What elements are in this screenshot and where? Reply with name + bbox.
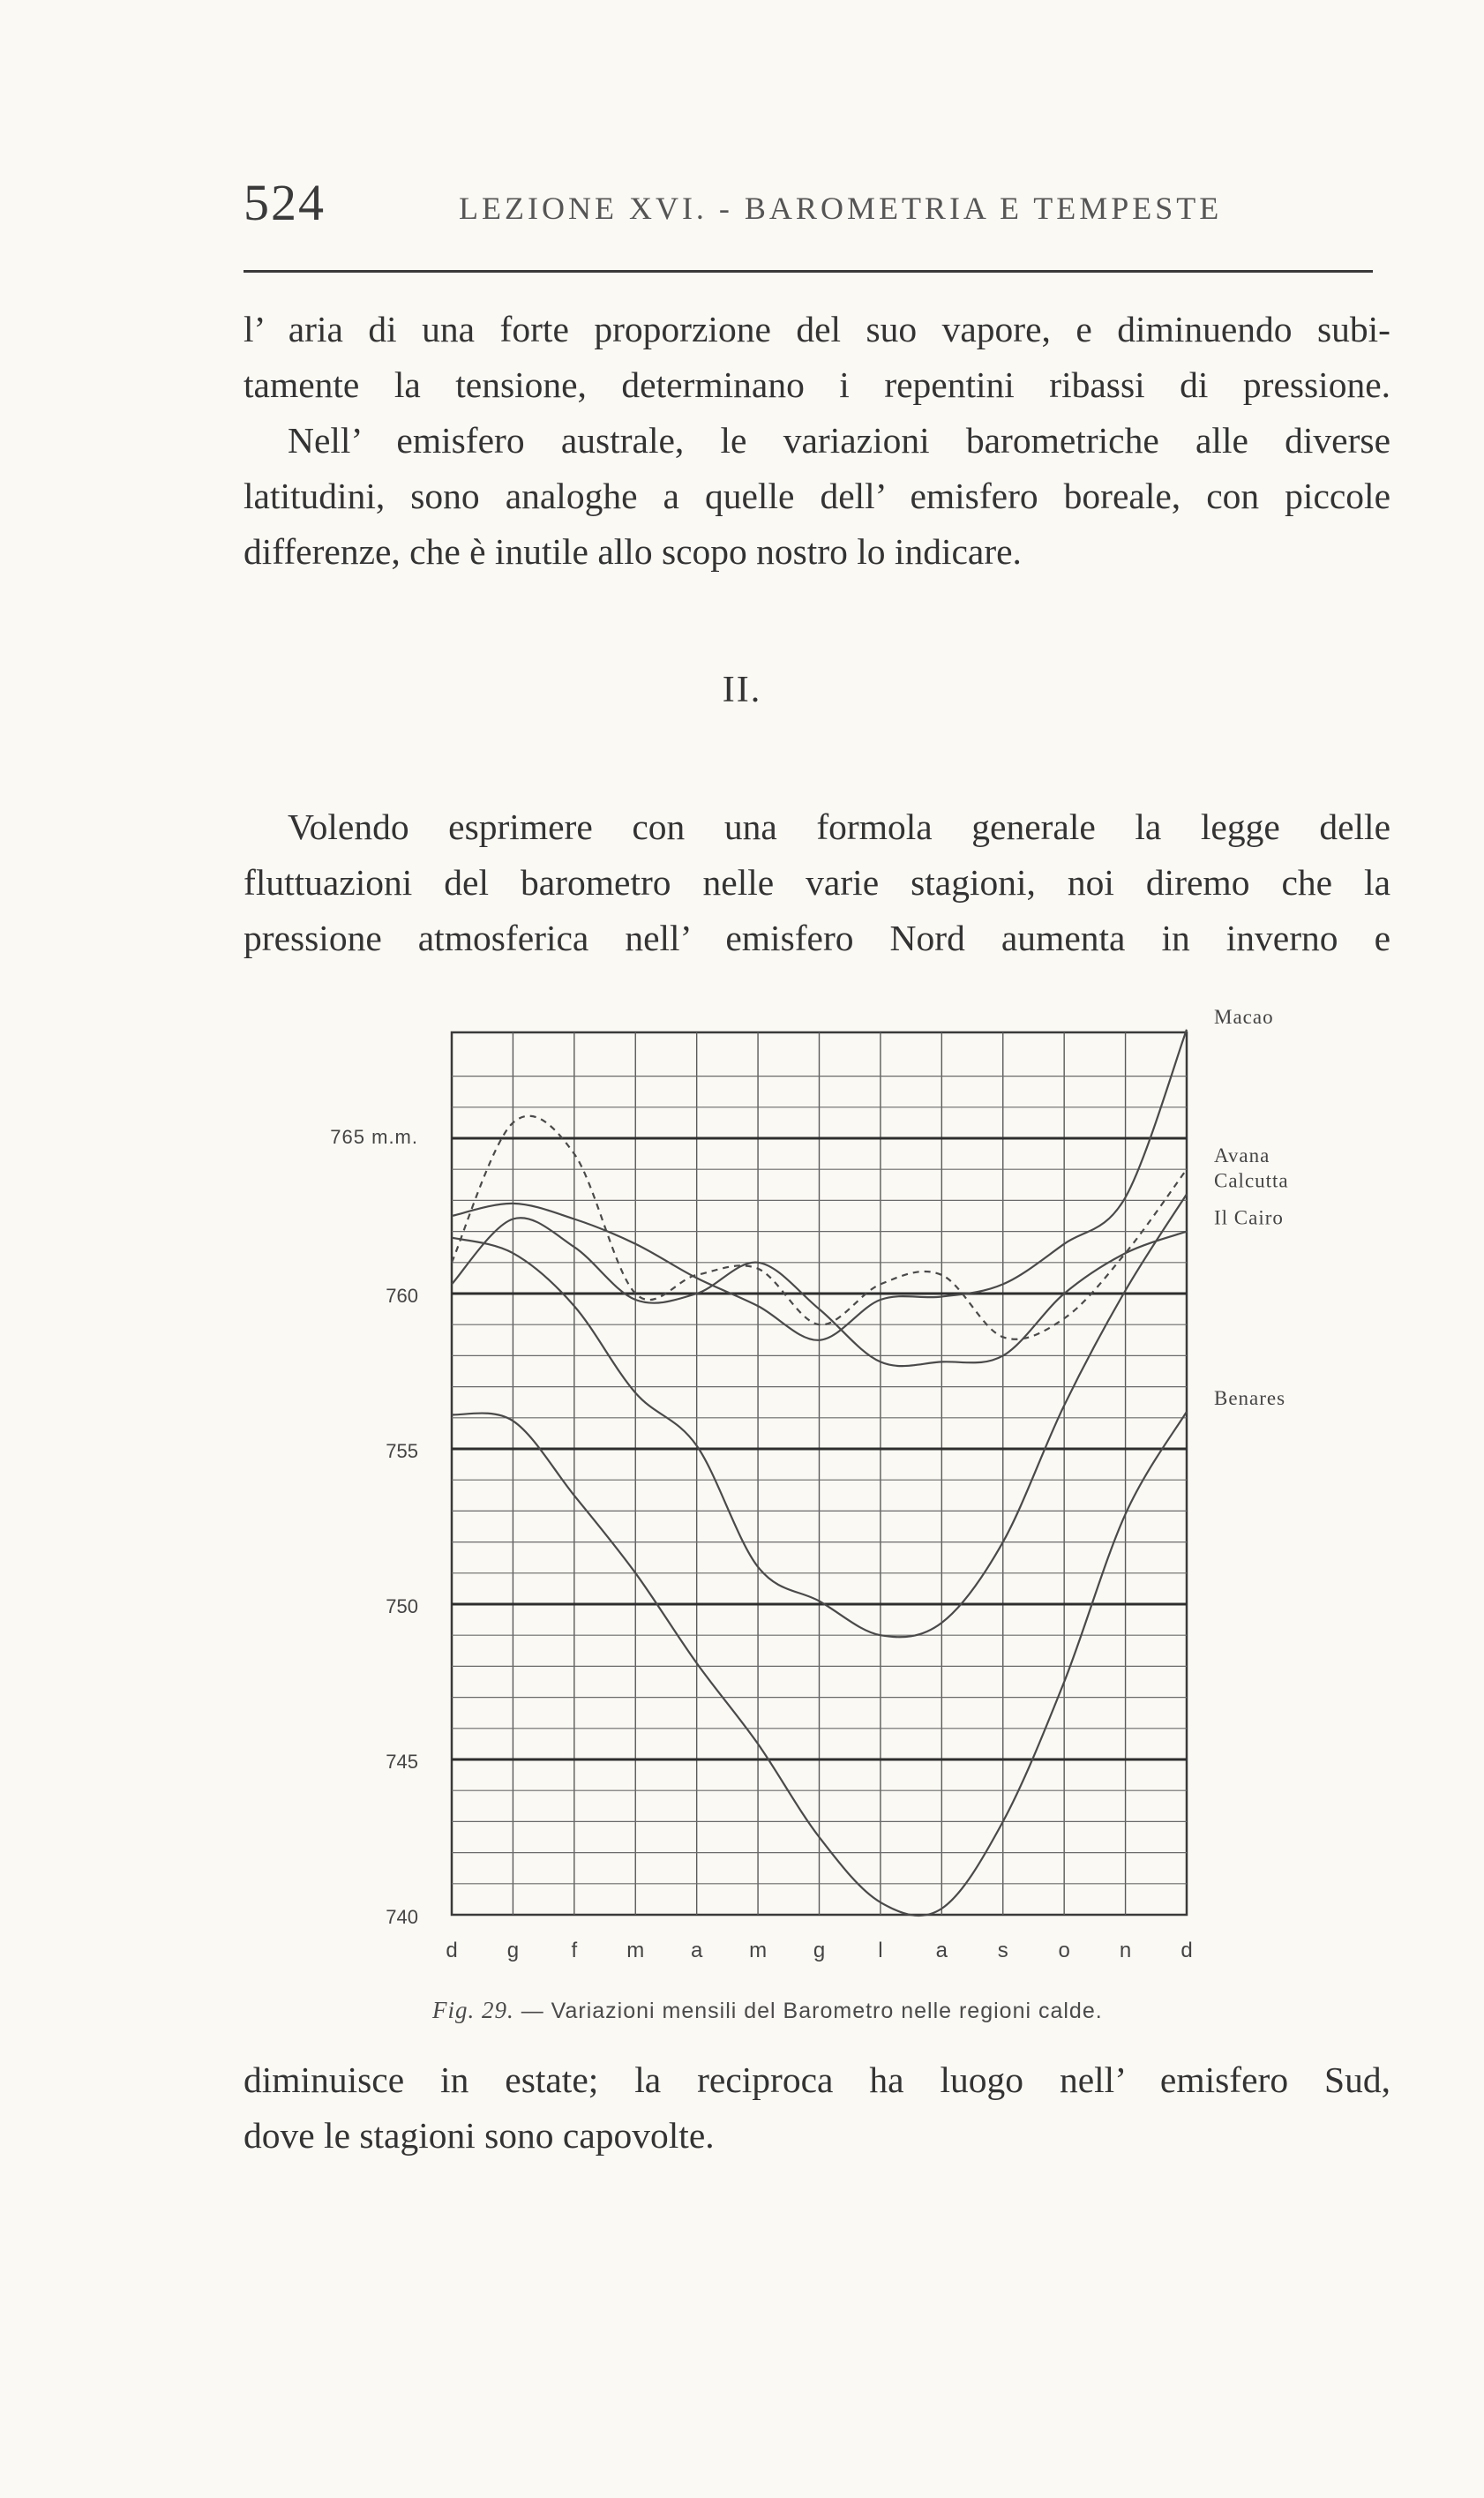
paragraph-4 bbox=[244, 2052, 1390, 2164]
x-axis-labels bbox=[446, 1939, 1192, 1962]
y-tick-label: 745 bbox=[386, 1751, 418, 1773]
x-tick-label: g bbox=[506, 1939, 520, 1962]
text-line: tamente la tensione, determinano i repentini ribassi di pressione. bbox=[244, 364, 1390, 405]
text-line: dove le stagioni sono capovolte. bbox=[244, 2115, 715, 2156]
caption-text: — Variazioni mensili del Barometro nelle regioni calde. bbox=[513, 1999, 1103, 2023]
y-unit-label: 765 m.m. bbox=[330, 1126, 418, 1148]
figure-label: Fig. 29. bbox=[432, 1997, 514, 2023]
section-number: II. bbox=[722, 670, 762, 710]
chart-axes bbox=[330, 1126, 418, 1928]
x-tick-label: m bbox=[749, 1939, 768, 1962]
x-tick-label: n bbox=[1119, 1939, 1132, 1962]
series-label-calcutta: Calcutta bbox=[1214, 1169, 1289, 1192]
text-line: l’ aria di una forte proporzione del suo vapore, e diminuendo subi- bbox=[244, 309, 1390, 349]
series-label-macao: Macao bbox=[1214, 1006, 1274, 1028]
running-head: LEZIONE XVI. - BAROMETRIA E TEMPESTE bbox=[459, 191, 1223, 226]
y-tick-label: 755 bbox=[386, 1440, 418, 1462]
x-tick-label: l bbox=[878, 1939, 883, 1962]
x-tick-label: d bbox=[1180, 1939, 1193, 1962]
x-tick-label: m bbox=[626, 1939, 645, 1962]
y-tick-label: 760 bbox=[386, 1285, 418, 1307]
x-tick-label: a bbox=[690, 1939, 703, 1962]
text-line: fluttuazioni del barometro nelle varie stagioni, noi diremo che la bbox=[244, 862, 1390, 903]
figure-caption bbox=[432, 1997, 1103, 2024]
y-tick-label: 750 bbox=[386, 1595, 418, 1617]
text-line: latitudini, sono analoghe a quelle dell’ emisfero boreale, con piccole bbox=[244, 476, 1390, 516]
text-line: Nell’ emisfero australe, le variazioni barometriche alle diverse bbox=[288, 420, 1390, 461]
x-tick-label: a bbox=[935, 1939, 948, 1962]
x-tick-label: o bbox=[1058, 1939, 1070, 1962]
series-labels bbox=[1214, 1006, 1289, 1409]
text-line: Volendo esprimere con una formola generale la legge delle bbox=[288, 806, 1390, 847]
x-tick-label: d bbox=[446, 1939, 458, 1962]
text-line: diminuisce in estate; la reciproca ha luogo nell’ emisfero Sud, bbox=[244, 2059, 1390, 2100]
chart-grid bbox=[452, 1032, 1187, 1915]
text-line: pressione atmosferica nell’ emisfero Nord aumenta in inverno e bbox=[244, 918, 1390, 958]
series-label-il-cairo: Il Cairo bbox=[1214, 1206, 1284, 1229]
text-line: differenze, che è inutile allo scopo nostro lo indicare. bbox=[244, 531, 1022, 572]
x-tick-label: g bbox=[813, 1939, 826, 1962]
page-number: 524 bbox=[244, 174, 326, 231]
x-tick-label: f bbox=[571, 1939, 578, 1962]
y-tick-label: 740 bbox=[386, 1906, 418, 1928]
series-label-avana: Avana bbox=[1214, 1144, 1270, 1167]
series-label-benares: Benares bbox=[1214, 1386, 1286, 1409]
x-tick-label: s bbox=[997, 1939, 1008, 1962]
